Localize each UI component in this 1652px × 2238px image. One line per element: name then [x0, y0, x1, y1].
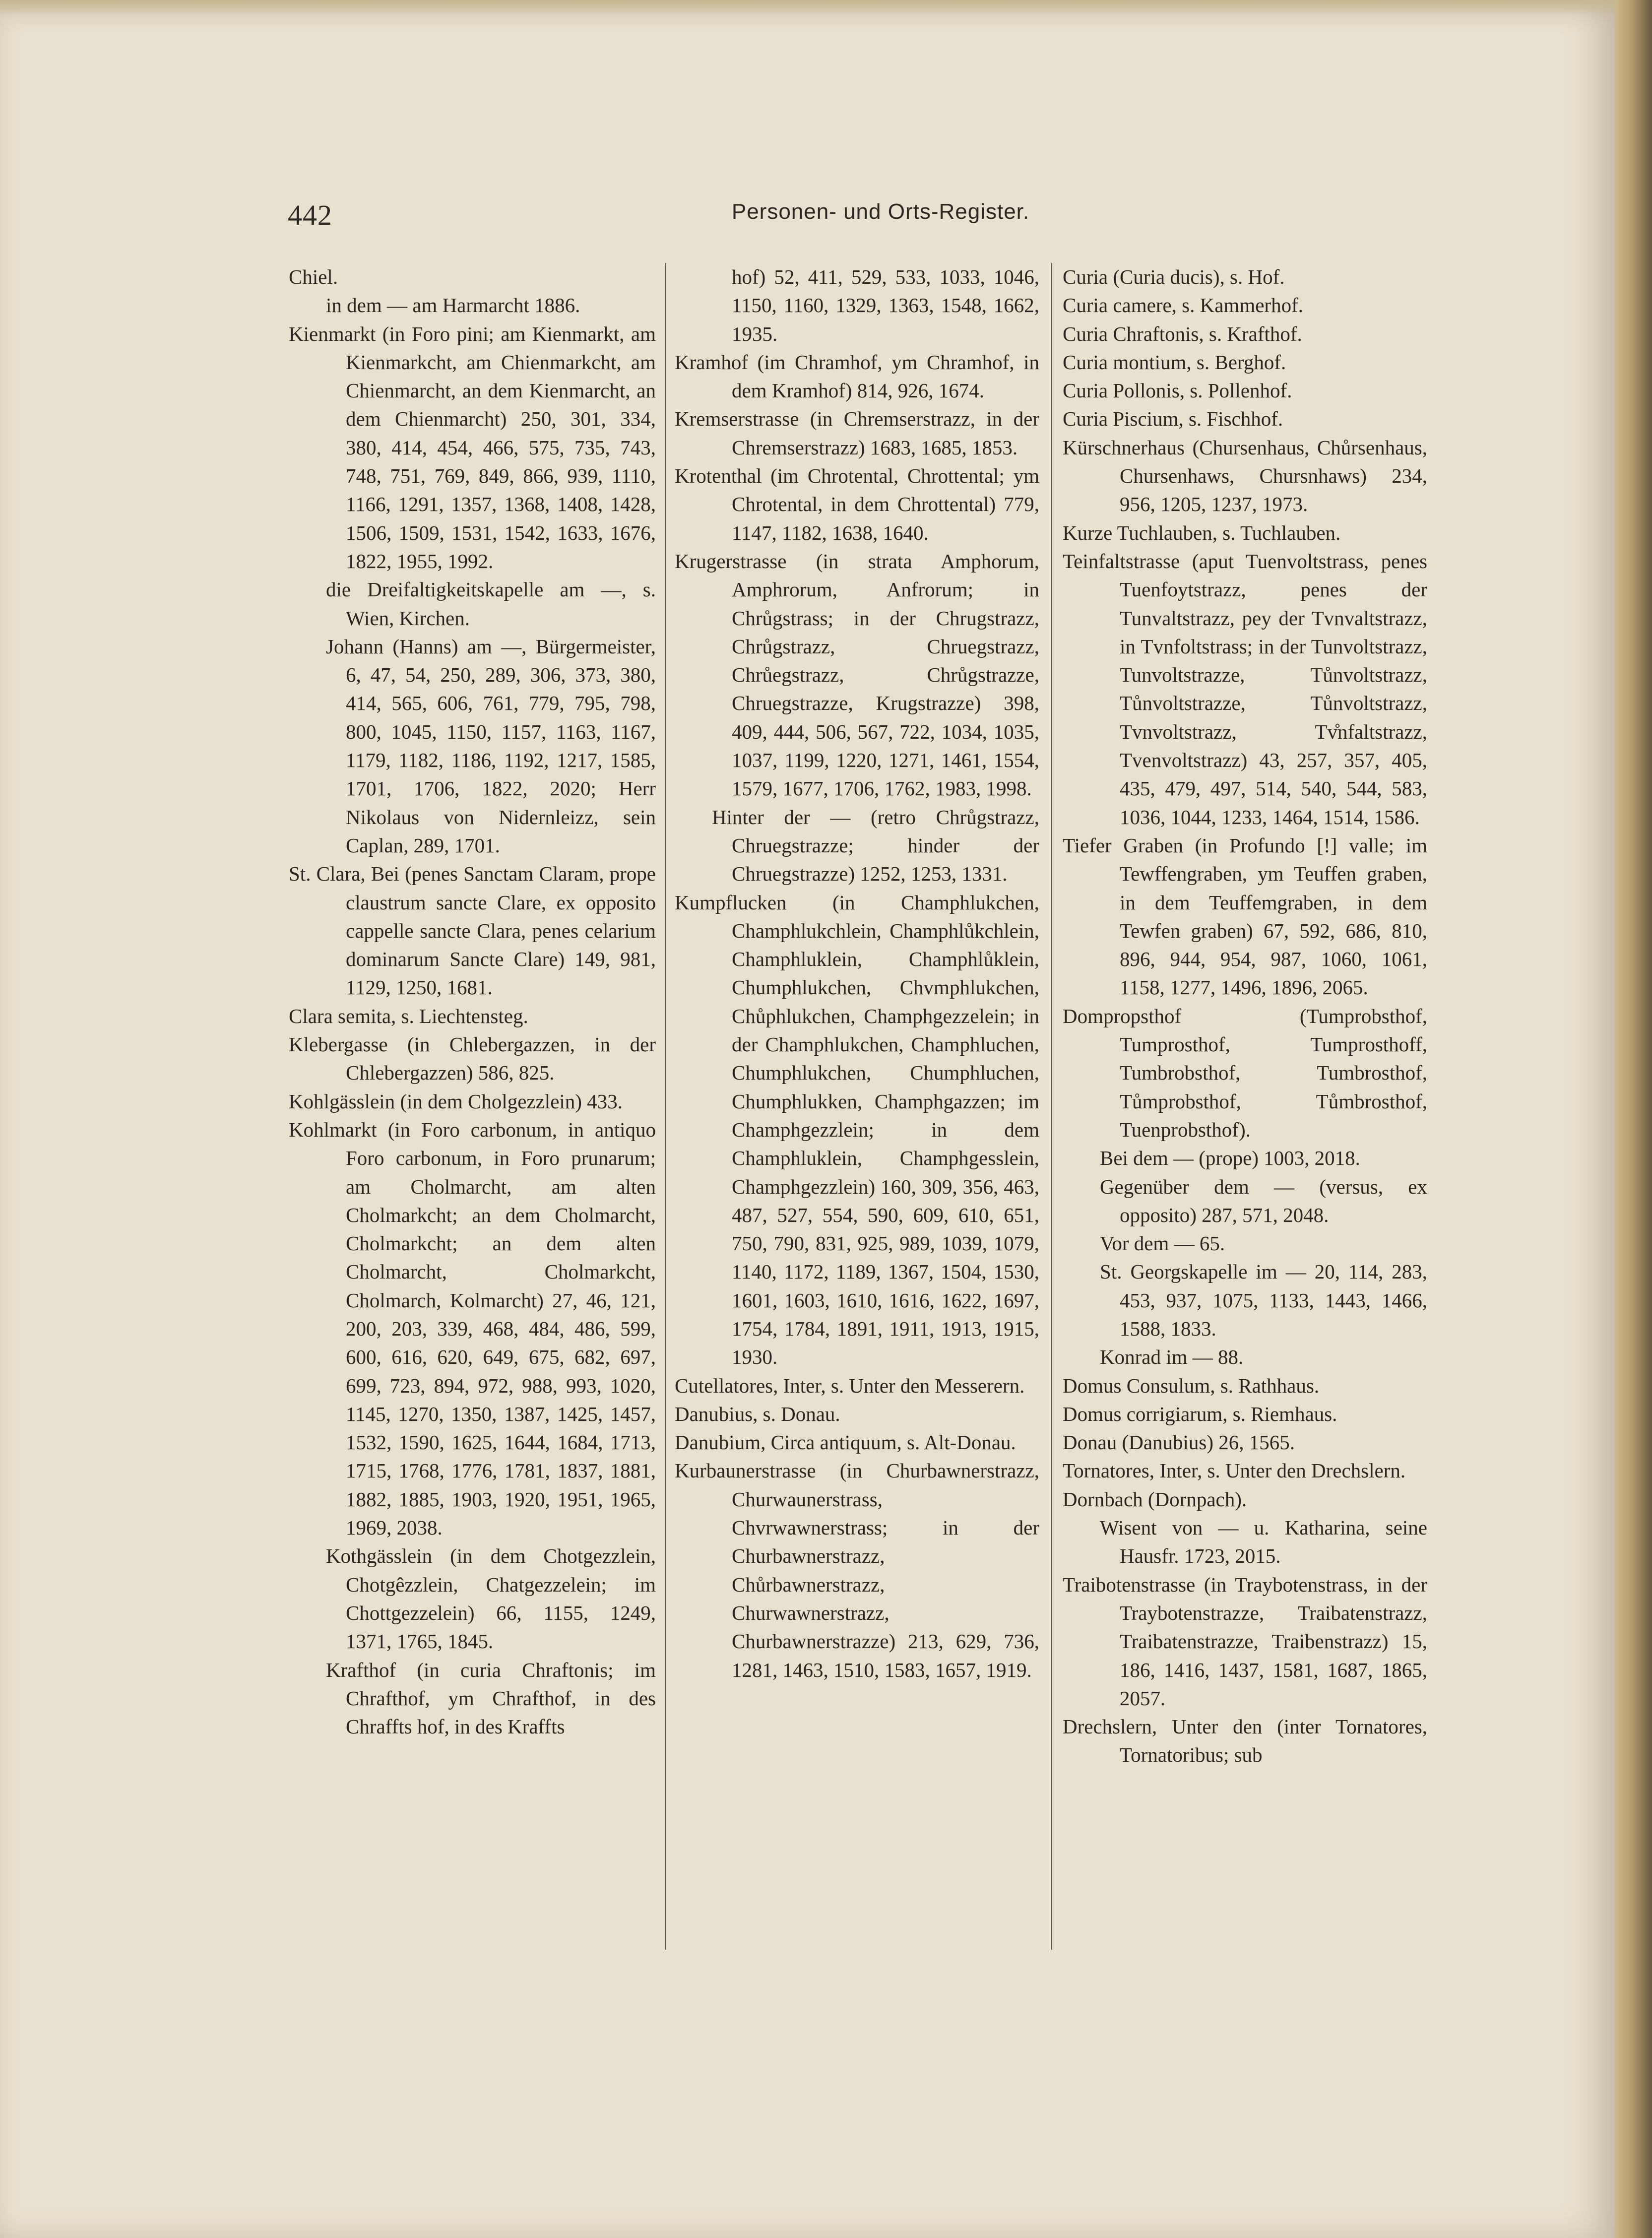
index-entry: Kurbaunerstrasse (in Churbawnerstrazz, Churwaunerstrass, Chvrwawnerstrass; in der Churbawnerstrazz, Chůrbawnerstrazz, Churwawnerstrazz, Churbawnerstrazze) 213, 629, 736, 1281, 1463, 1510, 1583, 1657, 1919.	[675, 1459, 1039, 1681]
index-entry: Kohlgässlein (in dem Cholgezzlein) 433.	[289, 1089, 623, 1113]
index-entry: Danubium, Circa antiquum, s. Alt-Donau.	[675, 1431, 1016, 1454]
index-subentry: Vor dem — 65.	[1100, 1232, 1225, 1255]
index-entry: Tornatores, Inter, s. Unter den Drechslern.	[1063, 1459, 1406, 1482]
index-entry: Kumpflucken (in Champhlukchen, Champhlukchlein, Champhlůkchlein, Champhluklein, Champhlůklein, Chumphlukchen, Chvmphlukchen, Chůphlukchen, Champhgezzelein; in der Champhlukchen, Champhluchen, Chumphlukchen, Chumphluchen, Chumphlukken, Champhgazzen; im Champhgezzlein; in dem Champhluklein, Champhgesslein, Champhgezzlein) 160, 309, 356, 463, 487, 527, 554, 590, 609, 610, 651, 750, 790, 831, 925, 989, 1039, 1079, 1140, 1172, 1189, 1367, 1504, 1530, 1601, 1603, 1610, 1616, 1622, 1697, 1754, 1784, 1891, 1911, 1913, 1915, 1930.	[675, 891, 1039, 1369]
index-entry: Curia Pollonis, s. Pollenhof.	[1063, 379, 1292, 402]
index-entry: Dornbach (Dornpach).	[1063, 1487, 1247, 1511]
index-subentry: Kothgässlein (in dem Chotgezzlein, Chotgêzzlein, Chatgezzelein; im Chottgezzelein) 66, 1155, 1249, 1371, 1765, 1845.	[326, 1544, 656, 1653]
index-entry: Donau (Danubius) 26, 1565.	[1063, 1431, 1295, 1454]
column-divider	[1051, 263, 1052, 1950]
index-entry: Krugerstrasse (in strata Amphorum, Amphrorum, Anfrorum; in Chrůgstrass; in der Chrugstrazz, Chrůgstrazz, Chruegstrazz, Chrůegstrazz, Chrůgstrazze, Chruegstrazze, Krugstrazze) 398, 409, 444, 506, 567, 722, 1034, 1035, 1037, 1199, 1220, 1271, 1461, 1554, 1579, 1677, 1706, 1762, 1983, 1998.	[675, 549, 1039, 800]
index-entry: Danubius, s. Donau.	[675, 1402, 840, 1425]
index-column-2	[675, 263, 1039, 1684]
index-entry: Kremserstrasse (in Chremserstrazz, in der Chremserstrazz) 1683, 1685, 1853.	[675, 407, 1039, 459]
index-subentry: in dem — am Harmarcht 1886.	[326, 294, 580, 317]
index-entry: St. Clara, Bei (penes Sanctam Claram, prope claustrum sancte Clare, ex opposito cappelle sancte Clara, penes celarium dominarum Sancte Clare) 149, 981, 1129, 1250, 1681.	[289, 862, 656, 999]
index-entry: Curia camere, s. Kammerhof.	[1063, 294, 1303, 317]
column-divider	[665, 263, 666, 1950]
index-entry: Teinfaltstrasse (aput Tuenvoltstrass, penes Tuenfoytstrazz, penes der Tunvaltstrazz, pey der Tvnvaltstrazz, in Tvnfoltstrass; in der Tunvoltstrazz, Tunvoltstrazze, Tůnvoltstrazz, Tůnvoltstrazze, Tůnvoltstrazz, Tvnvoltstrazz, Tv̊nfaltstrazz, Tvenvoltstrazz) 43, 257, 357, 405, 435, 479, 497, 514, 540, 544, 583, 1036, 1044, 1233, 1464, 1514, 1586.	[1063, 549, 1427, 829]
index-entry: Chiel.	[289, 265, 338, 288]
index-entry: Domus Consulum, s. Rathhaus.	[1063, 1374, 1320, 1397]
index-subentry: Konrad im — 88.	[1100, 1345, 1244, 1369]
index-entry: Kramhof (im Chramhof, ym Chramhof, in dem Kramhof) 814, 926, 1674.	[675, 350, 1039, 402]
index-entry: Kurze Tuchlauben, s. Tuchlauben.	[1063, 521, 1341, 544]
page-edge	[1615, 0, 1652, 2238]
page-number: 442	[288, 199, 332, 231]
index-entry: Kienmarkt (in Foro pini; am Kienmarkt, am Kienmarkcht, am Chienmarkcht, am Chienmarcht, an dem Kienmarcht, an dem Chienmarcht) 250, 301, 334, 380, 414, 454, 466, 575, 735, 743, 748, 751, 769, 849, 866, 939, 1110, 1166, 1291, 1357, 1368, 1408, 1428, 1506, 1509, 1531, 1542, 1633, 1676, 1822, 1955, 1992.	[289, 322, 656, 573]
index-entry: Tiefer Graben (in Profundo [!] valle; im Tewffengraben, ym Teuffen graben, in dem Teuffemgraben, in dem Tewfen graben) 67, 592, 686, 810, 896, 944, 954, 987, 1060, 1061, 1158, 1277, 1496, 1896, 2065.	[1063, 833, 1427, 999]
index-subentry: St. Georgskapelle im — 20, 114, 283, 453, 937, 1075, 1133, 1443, 1466, 1588, 1833.	[1100, 1260, 1427, 1340]
index-entry: Kürschnerhaus (Chursenhaus, Chůrsenhaus, Chursenhaws, Chursnhaws) 234, 956, 1205, 1237, 1973.	[1063, 436, 1427, 516]
index-entry: Drechslern, Unter den (inter Tornatores, Tornatoribus; sub	[1063, 1715, 1427, 1767]
page-top-shading	[0, 0, 1615, 15]
index-entry: Kohlmarkt (in Foro carbonum, in antiquo Foro carbonum, in Foro prunarum; am Cholmarcht, am alten Cholmarkcht; an dem Cholmarcht, Cholmarkcht; an dem alten Cholmarcht, Cholmarkcht, Cholmarch, Kolmarcht) 27, 46, 121, 200, 203, 339, 468, 484, 486, 599, 600, 616, 620, 649, 675, 682, 697, 699, 723, 894, 972, 988, 993, 1020, 1145, 1270, 1350, 1387, 1425, 1457, 1532, 1590, 1625, 1644, 1684, 1713, 1715, 1768, 1776, 1781, 1837, 1881, 1882, 1885, 1903, 1920, 1951, 1965, 1969, 2038.	[289, 1118, 656, 1539]
index-entry: Cutellatores, Inter, s. Unter den Messerern.	[675, 1374, 1025, 1397]
index-column-1	[289, 263, 656, 1741]
index-entry: Dompropsthof (Tumprobsthof, Tumprosthof, Tumprosthoff, Tumbrobsthof, Tumbrosthof, Tůmprobsthof, Tůmbrosthof, Tuenprobsthof).	[1063, 1004, 1427, 1141]
index-subentry: Wisent von — u. Katharina, seine Hausfr. 1723, 2015.	[1100, 1516, 1427, 1568]
index-entry: Curia (Curia ducis), s. Hof.	[1063, 265, 1285, 288]
index-subentry: Krafthof (in curia Chraftonis; im Chrafthof, ym Chrafthof, in des Chraffts hof, in des Kraffts	[326, 1658, 656, 1738]
index-subentry: Johann (Hanns) am —, Bürgermeister, 6, 47, 54, 250, 289, 306, 373, 380, 414, 565, 606, 761, 779, 795, 798, 800, 1045, 1150, 1157, 1163, 1167, 1179, 1182, 1186, 1192, 1217, 1585, 1701, 1706, 1822, 2020; Herr Nikolaus von Nidernleizz, sein Caplan, 289, 1701.	[326, 635, 656, 857]
index-entry: Traibotenstrasse (in Traybotenstrass, in der Traybotenstrazze, Traibatenstrazz, Traibatenstrazze, Traibenstrazz) 15, 186, 1416, 1437, 1581, 1687, 1865, 2057.	[1063, 1573, 1427, 1710]
index-entry: Klebergasse (in Chlebergazzen, in der Chlebergazzen) 586, 825.	[289, 1033, 656, 1085]
index-entry: Curia Chraftonis, s. Krafthof.	[1063, 322, 1302, 345]
index-entry: Domus corrigiarum, s. Riemhaus.	[1063, 1402, 1337, 1425]
index-entry: hof) 52, 411, 529, 533, 1033, 1046, 1150, 1160, 1329, 1363, 1548, 1662, 1935.	[732, 265, 1039, 345]
index-entry: Krotenthal (im Chrotental, Chrottental; ym Chrotental, in dem Chrottental) 779, 1147, 1182, 1638, 1640.	[675, 464, 1039, 544]
index-entry: Curia Piscium, s. Fischhof.	[1063, 407, 1283, 431]
index-subentry: Bei dem — (prope) 1003, 2018.	[1100, 1147, 1360, 1170]
index-entry: Clara semita, s. Liechtensteg.	[289, 1004, 528, 1027]
index-column-3	[1063, 263, 1427, 1770]
index-subentry: Gegenüber dem — (versus, ex opposito) 287, 571, 2048.	[1100, 1175, 1427, 1226]
index-subentry: Hinter der — (retro Chrůgstrazz, Chruegstrazze; hinder der Chruegstrazze) 1252, 1253, 1331.	[712, 805, 1039, 886]
running-head: Personen- und Orts-Register.	[731, 199, 1030, 224]
index-entry: Curia montium, s. Berghof.	[1063, 350, 1286, 374]
index-subentry: die Dreifaltigkeitskapelle am —, s. Wien, Kirchen.	[326, 578, 656, 630]
